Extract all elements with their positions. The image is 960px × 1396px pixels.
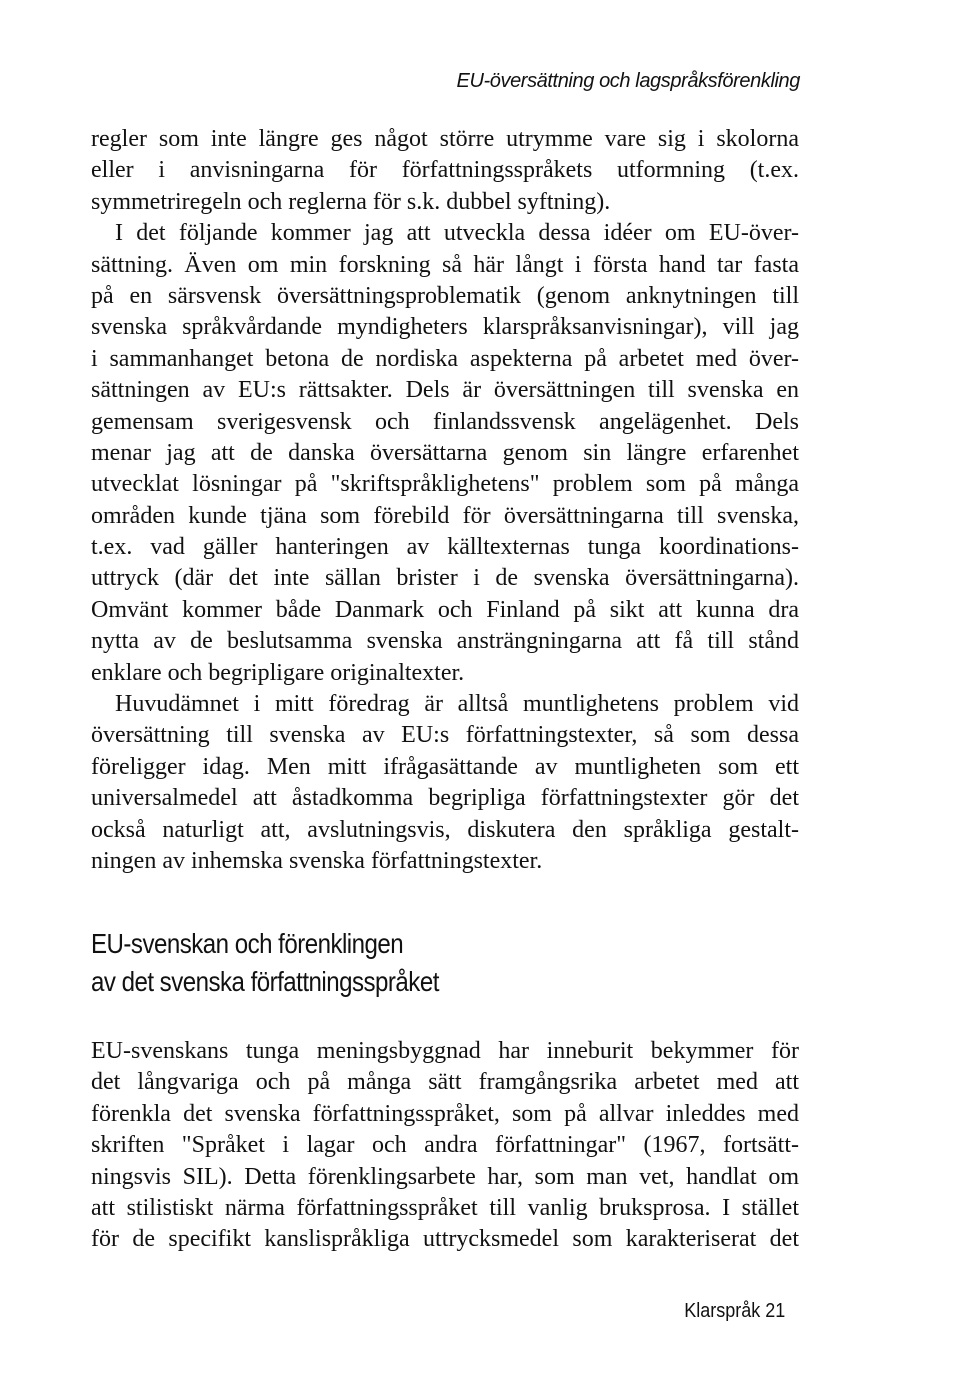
text-line: ningsvis SIL). Detta förenklingsarbete har, som man vet, handlat om: [91, 1163, 799, 1190]
text-line: sättningen av EU:s rättsakter. Dels är översättningen till svenska en: [91, 377, 799, 404]
text-line: i sammanhanget betona de nordiska aspekterna på arbetet med över-: [91, 345, 799, 372]
text-line: ningen av inhemska svenska författningstexter.: [91, 847, 543, 874]
running-header: EU-översättning och lagspråksförenkling: [456, 70, 800, 92]
text-line: svenska språkvårdande myndigheters klarspråksanvisningar), vill jag: [91, 314, 799, 341]
text-line: Huvudämnet i mitt föredrag är alltså muntlighetens problem vid: [115, 691, 799, 718]
body-text-bottom: [91, 1036, 799, 1256]
text-line: förenkla det svenska författningsspråket, som på allvar inleddes med: [91, 1100, 799, 1127]
section-heading-line-2: av det svenska författningsspråket: [91, 966, 439, 997]
text-line: områden kunde tjäna som förebild för översättningarna till svenska,: [91, 502, 799, 529]
text-line: eller i anvisningarna för författningsspråkets utformning (t.ex.: [91, 157, 799, 184]
text-line: skriften "Språket i lagar och andra författningar" (1967, fortsätt-: [91, 1132, 799, 1159]
text-line: att stilistiskt närma författningsspråket till vanlig bruksprosa. I stället: [91, 1194, 799, 1221]
text-line: EU-svenskans tunga meningsbyggnad har inneburit bekymmer för: [91, 1038, 799, 1064]
text-line: regler som inte längre ges något större utrymme vare sig i skolorna: [91, 126, 799, 152]
text-line: översättning till svenska av EU:s författningstexter, så som dessa: [91, 722, 799, 749]
body-text-top: [91, 124, 799, 877]
text-line: sättning. Även om min forskning så här långt i första hand tar fasta: [91, 251, 799, 278]
text-line: I det följande kommer jag att utveckla dessa idéer om EU-över-: [115, 220, 799, 247]
section-heading: [91, 925, 439, 1001]
text-line: universalmedel att åstadkomma begripliga författningstexter gör det: [91, 785, 799, 812]
text-line: enklare och begripligare originaltexter.: [91, 659, 465, 686]
text-line: på en särsvensk översättningsproblematik (genom anknytningen till: [91, 282, 799, 309]
text-line: Omvänt kommer både Danmark och Finland på sikt att kunna dra: [91, 596, 799, 623]
text-line: också naturligt att, avslutningsvis, diskutera den språkliga gestalt-: [91, 816, 799, 843]
section-heading-line-1: EU-svenskan och förenklingen: [91, 928, 404, 959]
text-line: föreligger idag. Men mitt ifrågasättande av muntligheten som ett: [91, 753, 799, 780]
text-line: menar jag att de danska översättarna genom sin längre erfarenhet: [91, 439, 799, 466]
text-line: det långvariga och på många sätt framgångsrika arbetet med att: [91, 1069, 799, 1096]
page-footer: Klarspråk 21: [683, 1300, 785, 1322]
text-line: utvecklat lösningar på "skriftspråklighetens" problem som på många: [91, 471, 799, 498]
text-line: för de specifikt kanslispråkliga uttrycksmedel som karakteriserat det: [91, 1226, 799, 1253]
text-line: symmetriregeln och reglerna för s.k. dubbel syftning).: [91, 188, 611, 215]
text-line: t.ex. vad gäller hanteringen av källtexternas tunga koordinations-: [91, 534, 799, 561]
text-line: uttryck (där det inte sällan brister i de svenska översättningarna).: [91, 565, 799, 592]
text-line: nytta av de beslutsamma svenska ansträngningarna att få till stånd: [91, 628, 799, 655]
text-line: gemensam sverigesvensk och finlandssvensk angelägenhet. Dels: [91, 408, 799, 435]
